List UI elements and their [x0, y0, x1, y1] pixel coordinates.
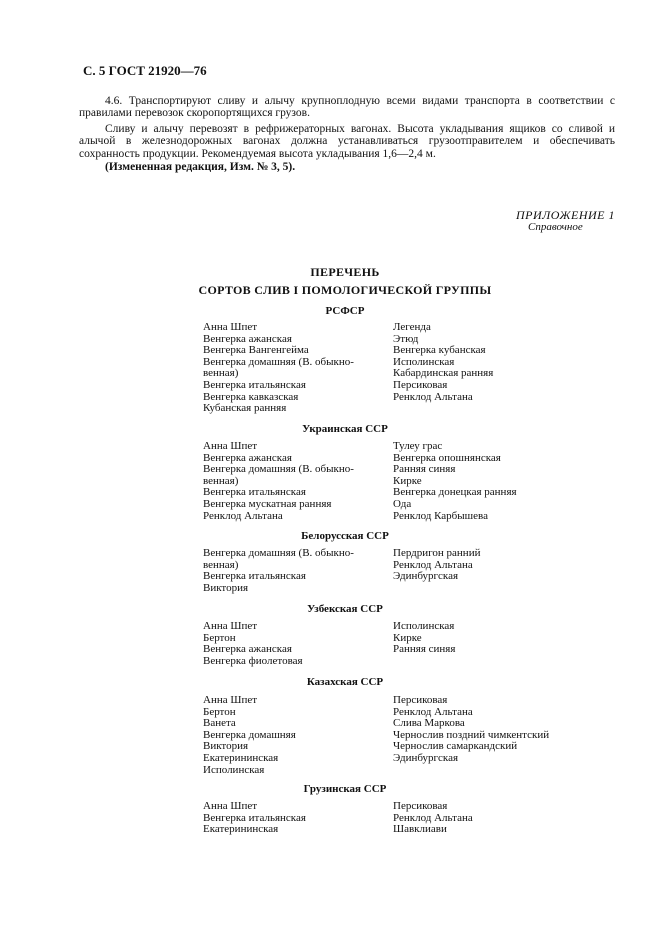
paragraph-transport — [79, 123, 615, 160]
section-title: Белорусская ССР — [301, 530, 389, 542]
section-left-column — [203, 621, 303, 667]
variety-item: Анна Шпет — [203, 694, 258, 706]
variety-item: Венгерка ажанская — [203, 332, 292, 345]
variety-item: Венгерка итальянская — [203, 811, 306, 824]
variety-item: Персиковая — [393, 378, 448, 391]
variety-item: Чернослив самаркандский — [393, 740, 518, 753]
section-title: Грузинская ССР — [303, 783, 387, 795]
variety-item: Кубанская ранняя — [203, 402, 287, 415]
variety-item: Венгерка итальянская — [203, 570, 306, 583]
variety-item: Ода — [393, 497, 412, 510]
variety-item: Ранняя синяя — [393, 643, 456, 656]
variety-item: Венгерка кубанская — [393, 344, 486, 357]
variety-item: Слива Маркова — [393, 717, 465, 730]
variety-item: Ванета — [203, 717, 236, 730]
variety-item: Ренклод Альтана — [393, 558, 473, 571]
appendix-subtitle: Справочное — [528, 221, 583, 233]
variety-item: Екатерининская — [203, 823, 279, 836]
section-left-column — [203, 801, 306, 836]
variety-item: Ранняя синяя — [393, 463, 456, 476]
variety-item: Исполинская — [393, 620, 455, 632]
variety-item: Ренклод Карбышева — [393, 509, 488, 522]
variety-item: Венгерка мускатная ранняя — [203, 497, 332, 510]
variety-item: Екатерининская — [203, 751, 279, 764]
variety-item: Кирке — [393, 474, 422, 487]
variety-item: Венгерка ажанская — [203, 451, 292, 464]
variety-item: Венгерка донецкая ранняя — [393, 486, 517, 499]
variety-item: Венгерка итальянская — [203, 378, 306, 391]
variety-item: Венгерка домашняя — [203, 728, 296, 741]
variety-item: Венгерка Вангенгейма — [203, 344, 309, 357]
section-right-column — [393, 695, 549, 765]
variety-item: Венгерка опошнянская — [393, 451, 501, 464]
variety-item: Бертон — [203, 705, 236, 718]
variety-item: Анна Шпет — [203, 321, 258, 333]
variety-item: Персиковая — [393, 800, 448, 812]
section-right-column — [393, 548, 480, 583]
list-title: ПЕРЕЧЕНЬ — [310, 265, 380, 279]
variety-item: Венгерка домашняя (В. обыкно- — [203, 547, 354, 559]
variety-item: Анна Шпет — [203, 800, 258, 812]
section-left-column — [203, 548, 354, 594]
variety-item: Ренклод Альтана — [393, 390, 473, 403]
variety-item: Венгерка фиолетовая — [203, 654, 303, 667]
variety-item: Венгерка домашняя (В. обыкно- — [203, 355, 354, 368]
paragraph-4-6-text: 4.6. Транспортируют сливу и алычу крупноплодную всеми видами транспорта в соответствии с правилами перевозок скоропортящихся грузов. — [79, 95, 615, 120]
variety-item: венная) — [203, 367, 239, 380]
section-title: Узбекская ССР — [307, 603, 383, 615]
variety-item: Венгерка ажанская — [203, 643, 292, 656]
variety-item: Чернослив поздний чимкентский — [393, 728, 550, 741]
variety-item: Анна Шпет — [203, 440, 258, 452]
amendment-note: (Измененная редакция, Изм. № 3, 5). — [105, 161, 296, 173]
section-left-column — [203, 695, 296, 776]
section-title: РСФСР — [325, 305, 365, 317]
variety-item: венная) — [203, 474, 239, 487]
section-left-column — [203, 322, 354, 415]
variety-item: Исполинская — [393, 355, 455, 368]
variety-item: Шавклиави — [393, 823, 447, 836]
variety-item: Ренклод Альтана — [203, 509, 283, 522]
page-header: С. 5 ГОСТ 21920—76 — [83, 63, 207, 78]
variety-item: Эдинбургская — [393, 570, 459, 583]
variety-item: Кабардинская ранняя — [393, 367, 494, 380]
section-right-column — [393, 441, 517, 522]
variety-item: Бертон — [203, 631, 236, 644]
section-right-column — [393, 801, 473, 836]
variety-item: Исполинская — [203, 763, 265, 776]
variety-item: Виктория — [203, 740, 249, 753]
variety-item: Легенда — [393, 321, 431, 333]
variety-item: Анна Шпет — [203, 620, 258, 632]
paragraph-4-6 — [79, 95, 615, 120]
section-left-column — [203, 441, 354, 522]
variety-item: венная) — [203, 558, 239, 571]
section-title: Казахская ССР — [306, 676, 384, 688]
section-right-column — [393, 621, 455, 656]
variety-item: Эдинбургская — [393, 751, 459, 764]
appendix-title: ПРИЛОЖЕНИЕ 1 — [516, 208, 615, 222]
variety-item: Тулеу грас — [393, 440, 443, 452]
section-title: Украинская ССР — [302, 423, 388, 435]
variety-item: Персиковая — [393, 694, 448, 706]
paragraph-transport-text: Сливу и алычу перевозят в рефрижераторных вагонах. Высота укладывания ящиков со сливой и алычой в железнодорожных вагонах должна устанавливаться грузоотправителем и обеспечивать сохранность продукции. Рекомендуемая высота укладывания 1,6—2,4 м. — [79, 123, 615, 160]
variety-item: Виктория — [203, 581, 249, 594]
variety-item: Кирке — [393, 631, 422, 644]
variety-item: Венгерка домашняя (В. обыкно- — [203, 463, 354, 476]
variety-item: Ренклод Альтана — [393, 811, 473, 824]
variety-item: Венгерка итальянская — [203, 486, 306, 499]
variety-item: Этюд — [393, 332, 419, 345]
section-right-column — [393, 322, 493, 403]
variety-item: Венгерка кавказская — [203, 390, 299, 403]
variety-item: Ренклод Альтана — [393, 705, 473, 718]
list-subtitle: СОРТОВ СЛИВ I ПОМОЛОГИЧЕСКОЙ ГРУППЫ — [198, 283, 492, 297]
variety-item: Пердригон ранний — [393, 547, 481, 559]
